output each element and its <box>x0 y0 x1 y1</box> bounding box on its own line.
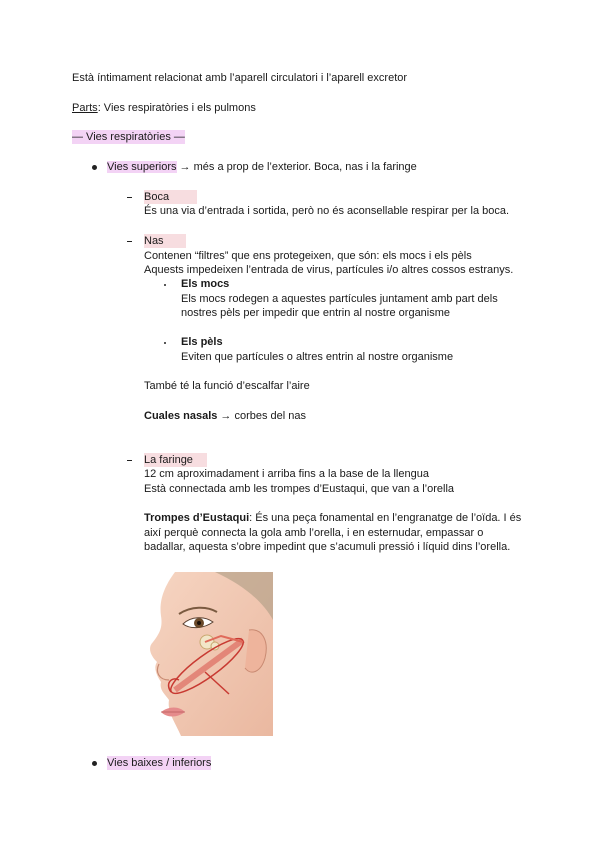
vies-superiors-label: Vies superiors <box>107 161 177 173</box>
bullet-dot-icon <box>92 165 97 170</box>
parts-line <box>72 101 256 115</box>
faringe-line1: 12 cm aproximadament i arriba fins a la base de la llengua <box>144 468 429 480</box>
eustachian-tube-illustration <box>145 572 273 736</box>
boca-label: Boca <box>144 190 197 204</box>
pels-line1: Eviten que partícules o altres entrin al nostre organisme <box>181 351 454 363</box>
trompes-label: Trompes d’Eustaqui <box>144 512 250 524</box>
cuales-line <box>144 409 306 423</box>
mocs-label: Els mocs <box>181 278 230 290</box>
dash-icon <box>127 197 132 198</box>
pels-label: Els pèls <box>181 336 223 348</box>
bullet-small-icon <box>164 284 166 286</box>
intro-text: Està íntimament relacionat amb l’aparell circulatori i l’aparell excretor <box>72 72 408 84</box>
parts-text: : Vies respiratòries i els pulmons <box>97 102 256 114</box>
bullet-dot-icon <box>92 761 97 766</box>
vies-baixes-label: Vies baixes / inferiors <box>107 757 212 769</box>
vies-superiors-text: → més a prop de l’exterior. Boca, nas i la faringe <box>176 161 417 173</box>
section-heading: — Vies respiratòries — <box>72 131 185 143</box>
nas-label: Nas <box>144 234 186 248</box>
boca-text: És una via d’entrada i sortida, però no és aconsellable respirar per la boca. <box>144 205 510 217</box>
nas-line1: Contenen “filtres” que ens protegeixen, que són: els mocs i els pèls <box>144 250 472 262</box>
dash-icon <box>127 460 132 461</box>
nas-line2: Aquests impedeixen l’entrada de virus, partícules i/o altres cossos estranys. <box>144 264 514 276</box>
faringe-label: La faringe <box>144 453 207 467</box>
cuales-label: Cuales nasals <box>144 410 218 422</box>
trompes-line3: badallar, aquesta s’obre impedint que s’acumuli pressió i líquid dins l’orella. <box>144 541 511 553</box>
escalfar-text: També té la funció d’escalfar l’aire <box>144 380 310 392</box>
cuales-text: → corbes del nas <box>217 410 307 422</box>
dash-icon <box>127 241 132 242</box>
mocs-line2: nostres pèls per impedir que entrin al nostre organisme <box>181 307 451 319</box>
vies-superiors-line <box>107 160 417 174</box>
trompes-line2: així perquè connecta la gola amb l’orella, i en esternudar, empassar o <box>144 527 484 539</box>
bullet-small-icon <box>164 342 166 344</box>
mocs-line1: Els mocs rodegen a aquestes partícules juntament amb part dels <box>181 293 498 305</box>
face-illustration-icon <box>145 572 273 736</box>
faringe-line2: Està connectada amb les trompes d’Eustaqui, que van a l’orella <box>144 483 455 495</box>
parts-label: Parts <box>72 102 98 114</box>
trompes-line1: Trompes d’Eustaqui: És una peça fonamental en l’engranatge de l’oïda. I és <box>144 512 522 524</box>
